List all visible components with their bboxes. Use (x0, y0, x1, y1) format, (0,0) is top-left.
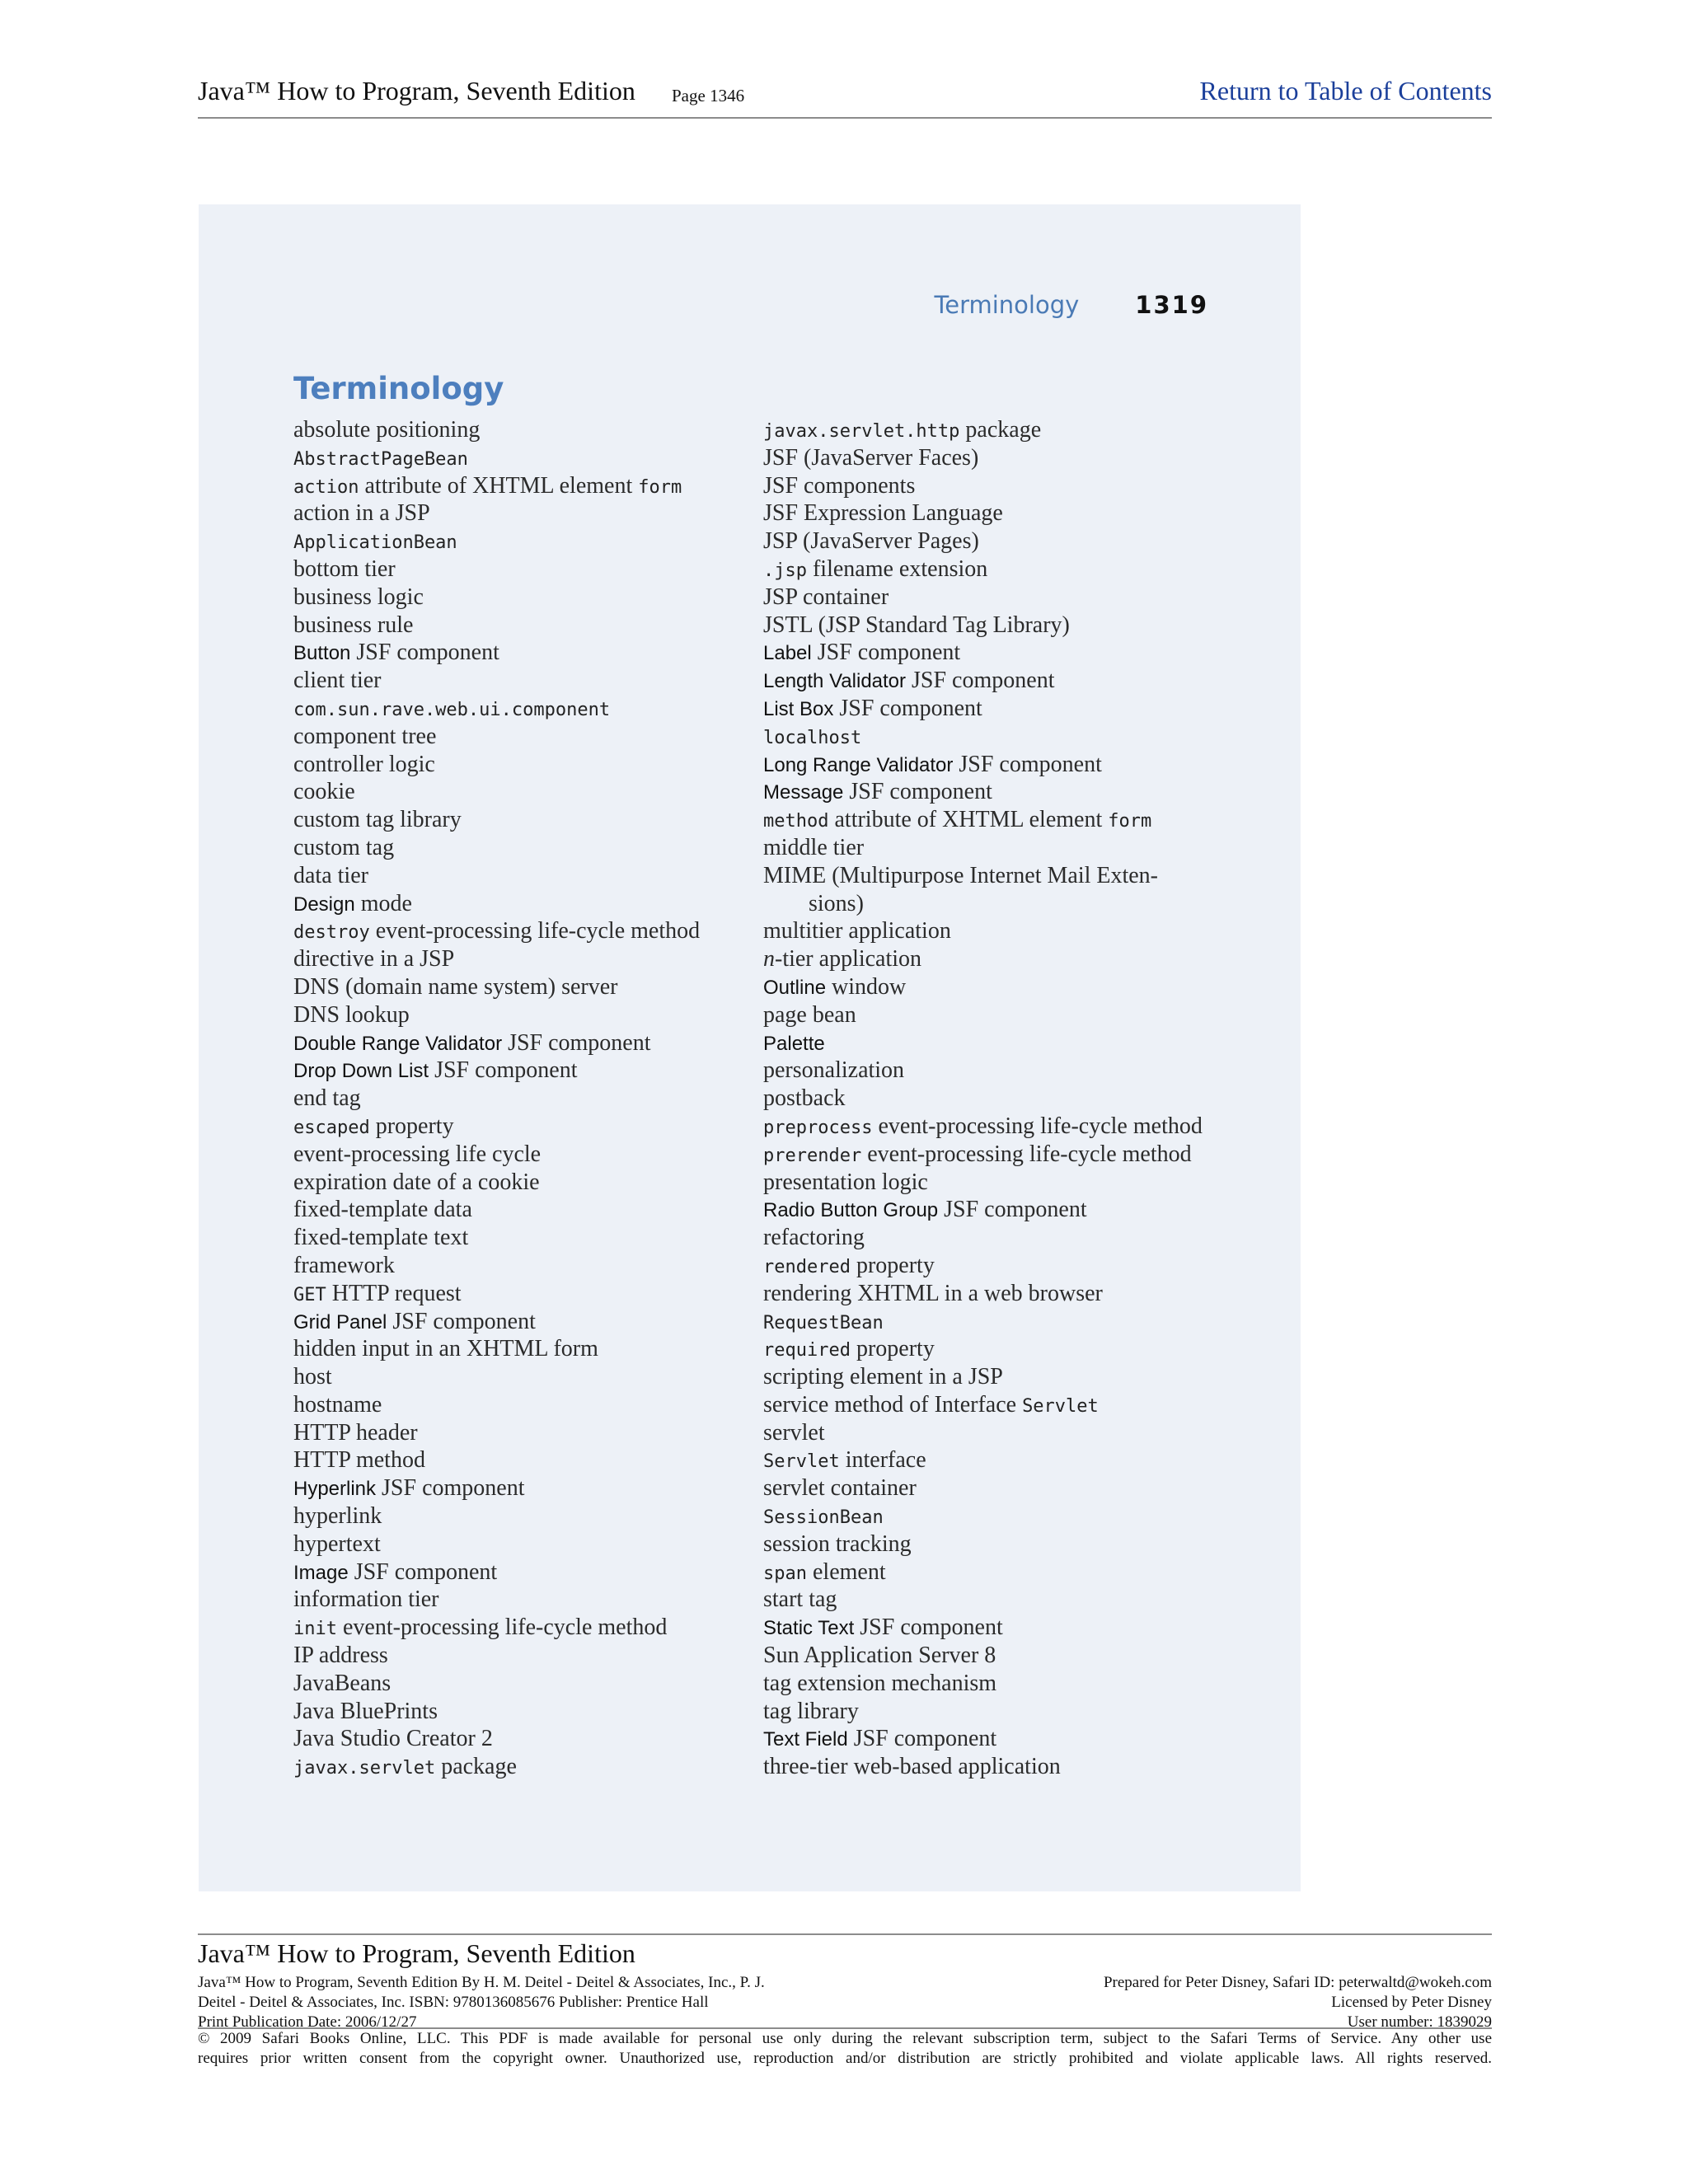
term-text: JSF components (763, 472, 916, 499)
term-item (293, 1670, 755, 1698)
term-item (763, 695, 1225, 723)
term-text: JSF component (938, 1197, 1087, 1223)
term-text: Message (763, 781, 844, 804)
term-item (763, 1670, 1225, 1698)
term-item (293, 1474, 755, 1502)
term-item (763, 1753, 1225, 1781)
term-text: required (763, 1340, 851, 1361)
term-text: host (293, 1364, 332, 1390)
term-text: page bean (763, 1001, 856, 1028)
term-item (763, 612, 1225, 640)
term-item (763, 555, 1225, 583)
term-item (293, 778, 755, 806)
term-item (293, 890, 755, 918)
term-item (763, 416, 1225, 444)
term-text: AbstractPageBean (293, 448, 468, 470)
term-item (293, 1753, 755, 1781)
term-item (293, 1308, 755, 1336)
term-item (763, 1502, 1225, 1530)
term-item (763, 1558, 1225, 1586)
term-item (763, 472, 1225, 500)
copyright-line-2: requires prior written consent from the copyright owner. Unauthorized use, reproduction and/or distribution are strictly prohibited and violate applicable laws. All rights reserved. (198, 2050, 1492, 2067)
term-item (763, 1698, 1225, 1726)
term-item (763, 834, 1225, 862)
page-header (198, 76, 1492, 119)
term-text: business logic (293, 583, 424, 610)
term-item (293, 1196, 755, 1224)
term-text: prerender (763, 1145, 862, 1166)
term-item (763, 1725, 1225, 1753)
term-text: Button (293, 642, 351, 665)
term-text: refactoring (763, 1225, 865, 1251)
term-item (763, 890, 1225, 918)
term-text: scripting element in a JSP (763, 1364, 1003, 1390)
term-text: escaped (293, 1117, 370, 1138)
term-text: Text Field (763, 1728, 848, 1751)
term-text: JavaBeans (293, 1670, 392, 1696)
term-text: Label (763, 642, 812, 665)
term-text: property (850, 1336, 935, 1362)
footer-licensed-by: Licensed by Peter Disney (1331, 1994, 1492, 2011)
term-item (763, 1614, 1225, 1642)
term-text: start tag (763, 1586, 837, 1613)
term-item (763, 1280, 1225, 1308)
term-list-right (763, 416, 1225, 1781)
term-text: hypertext (293, 1530, 381, 1557)
running-head (934, 288, 1208, 321)
term-text: JSF component (348, 1558, 498, 1585)
term-item (293, 1113, 755, 1141)
term-text: JSF component (953, 751, 1102, 777)
term-text: ApplicationBean (293, 532, 457, 554)
term-item (293, 1280, 755, 1308)
term-text: package (959, 417, 1042, 443)
term-item (293, 862, 755, 890)
term-text: filename extension (806, 555, 988, 582)
term-item (763, 973, 1225, 1001)
term-text: form (638, 476, 682, 498)
term-text: event-processing life cycle (293, 1141, 542, 1167)
term-item (763, 1419, 1225, 1447)
term-text: middle tier (763, 834, 865, 860)
term-item (293, 1141, 755, 1169)
term-item (763, 499, 1225, 527)
term-text: JSF component (387, 1308, 536, 1334)
term-text: hidden input in an XHTML form (293, 1336, 598, 1362)
term-item (293, 1614, 755, 1642)
term-text: Long Range Validator (763, 753, 954, 776)
term-text: action (293, 476, 359, 498)
term-text: span (763, 1563, 807, 1584)
term-item (763, 1586, 1225, 1614)
folio-number: 1319 (1135, 291, 1208, 319)
term-text: hostname (293, 1391, 382, 1418)
term-item (763, 1252, 1225, 1280)
term-text: javax.servlet.http (763, 421, 960, 442)
footer-user-number: User number: 1839029 (1347, 2013, 1492, 2031)
term-item (763, 444, 1225, 472)
term-text: SessionBean (763, 1507, 884, 1529)
term-item (763, 1224, 1225, 1252)
term-text: framework (293, 1252, 395, 1278)
term-text: custom tag library (293, 807, 462, 833)
term-item (293, 1725, 755, 1753)
term-text: List Box (763, 697, 834, 720)
term-text: cookie (293, 779, 355, 805)
footer-prepared-for: Prepared for Peter Disney, Safari ID: peterwaltd@wokeh.com (1103, 1974, 1492, 1991)
term-text: JSF component (847, 1726, 997, 1752)
term-text: javax.servlet (293, 1758, 436, 1779)
term-item (763, 862, 1225, 890)
term-item (293, 1169, 755, 1197)
term-text: JSF component (376, 1475, 525, 1502)
term-text: fixed-template text (293, 1225, 469, 1251)
term-text: Outline (763, 976, 827, 999)
term-text: data tier (293, 862, 368, 888)
term-text: GET (293, 1284, 326, 1305)
term-item (293, 499, 755, 527)
term-text: JSP (JavaServer Pages) (763, 528, 979, 555)
term-text: preprocess (763, 1117, 873, 1138)
term-item (293, 834, 755, 862)
term-list-left (293, 416, 755, 1781)
term-text: IP address (293, 1643, 388, 1669)
term-text: Radio Button Group (763, 1199, 939, 1222)
term-item (763, 1001, 1225, 1029)
footer-book-line-1: Java™ How to Program, Seventh Edition By H. M. Deitel - Deitel & Associates, Inc., P. J. (198, 1974, 765, 1991)
term-text: interface (839, 1447, 926, 1474)
term-item (763, 778, 1225, 806)
term-item (293, 973, 755, 1001)
term-text: init (293, 1619, 337, 1640)
term-text: JSF component (843, 779, 992, 805)
term-text: Java Studio Creator 2 (293, 1726, 493, 1752)
term-text: Servlet (763, 1451, 840, 1473)
term-text: tag library (763, 1698, 859, 1724)
term-text: rendering XHTML in a web browser (763, 1280, 1103, 1306)
term-item (293, 1057, 755, 1085)
term-text: Design (293, 893, 355, 916)
term-text: JSF component (350, 640, 499, 666)
term-text: controller logic (293, 751, 435, 777)
term-text: element (806, 1558, 886, 1585)
term-text: multitier application (763, 918, 951, 944)
term-item (763, 1169, 1225, 1197)
term-item (763, 639, 1225, 667)
term-item (293, 917, 755, 945)
term-item (293, 1502, 755, 1530)
term-item (763, 1363, 1225, 1391)
term-item (763, 1141, 1225, 1169)
term-item (293, 1363, 755, 1391)
term-text: property (850, 1252, 935, 1278)
term-text: component tree (293, 723, 437, 749)
term-item (293, 1391, 755, 1419)
term-item (763, 1057, 1225, 1085)
term-text: rendered (763, 1256, 851, 1277)
running-head-section: Terminology (934, 291, 1080, 319)
term-text: service method of Interface (763, 1391, 1023, 1418)
term-item (763, 583, 1225, 612)
term-text: Length Validator (763, 670, 907, 693)
term-text: postback (763, 1085, 846, 1112)
term-text: Drop Down List (293, 1060, 429, 1083)
term-text: client tier (293, 668, 382, 694)
term-text: bottom tier (293, 555, 396, 582)
term-item (293, 1001, 755, 1029)
term-text: event-processing life-cycle method (872, 1113, 1203, 1139)
term-text: hyperlink (293, 1503, 382, 1530)
term-item (293, 695, 755, 723)
term-item (293, 1530, 755, 1558)
term-item (763, 1391, 1225, 1419)
term-text: event-processing life-cycle method (369, 918, 701, 944)
term-item (293, 612, 755, 640)
term-item (293, 751, 755, 779)
term-text: package (435, 1754, 517, 1780)
term-item (293, 1642, 755, 1670)
term-item (763, 1029, 1225, 1057)
term-item (763, 751, 1225, 779)
term-item (763, 917, 1225, 945)
footer-book-line-2: Deitel - Deitel & Associates, Inc. ISBN: 9780136085676 Publisher: Prentice Hall (198, 1994, 709, 2011)
footer-book-line-3: Print Publication Date: 2006/12/27 (198, 2013, 417, 2031)
term-text: property (369, 1113, 454, 1139)
term-text: event-processing life-cycle method (861, 1141, 1192, 1167)
term-item (293, 1558, 755, 1586)
term-text: DNS lookup (293, 1001, 410, 1028)
term-item (293, 444, 755, 472)
term-item (763, 1308, 1225, 1336)
term-text: fixed-template data (293, 1197, 472, 1223)
term-text: JSTL (JSP Standard Tag Library) (763, 612, 1070, 638)
term-item (293, 1085, 755, 1113)
term-text: method (763, 811, 829, 832)
term-item (293, 472, 755, 500)
term-item (293, 527, 755, 555)
term-item (763, 1196, 1225, 1224)
term-item (763, 1642, 1225, 1670)
term-text: event-processing life-cycle method (336, 1615, 668, 1641)
term-text: personalization (763, 1057, 905, 1084)
section-heading: Terminology (293, 371, 504, 406)
footer-title: Java™ How to Program, Seventh Edition (198, 1938, 635, 1968)
term-item (293, 945, 755, 973)
term-item (763, 1085, 1225, 1113)
term-text: JSF component (906, 668, 1055, 694)
term-text: window (826, 973, 907, 1000)
term-item (763, 1530, 1225, 1558)
term-item (293, 1586, 755, 1614)
document-title: Java™ How to Program, Seventh Edition (198, 76, 635, 105)
term-text: presentation logic (763, 1169, 928, 1195)
term-text: action in a JSP (293, 500, 430, 527)
term-item (763, 723, 1225, 751)
term-text: end tag (293, 1085, 361, 1112)
term-item (293, 1446, 755, 1474)
term-item (293, 583, 755, 612)
term-item (293, 1419, 755, 1447)
term-text: Java BluePrints (293, 1698, 438, 1724)
term-text: Image (293, 1561, 349, 1584)
term-item (293, 555, 755, 583)
term-item (293, 416, 755, 444)
term-text: attribute of XHTML element (828, 807, 1109, 833)
term-text: n (763, 946, 775, 972)
term-text: information tier (293, 1586, 439, 1613)
term-text: Grid Panel (293, 1310, 387, 1333)
term-item (293, 1029, 755, 1057)
term-item (293, 1335, 755, 1363)
term-text: tag extension mechanism (763, 1670, 997, 1696)
term-text: servlet container (763, 1475, 917, 1502)
term-text: directive in a JSP (293, 946, 455, 972)
term-item (293, 1252, 755, 1280)
term-item (763, 1474, 1225, 1502)
term-text: servlet (763, 1419, 825, 1446)
term-text: .jsp (763, 560, 807, 581)
term-text: Palette (763, 1032, 825, 1055)
term-item (763, 667, 1225, 695)
term-item (763, 1335, 1225, 1363)
term-text: localhost (763, 727, 862, 748)
term-text: Static Text (763, 1617, 855, 1640)
term-text: -tier application (775, 946, 922, 972)
term-text: HTTP header (293, 1419, 418, 1446)
term-text: JSF component (833, 695, 982, 721)
term-text: Servlet (1022, 1395, 1099, 1417)
term-text: JSF Expression Language (763, 500, 1003, 527)
term-text: JSP container (763, 583, 889, 610)
term-text: RequestBean (763, 1312, 884, 1333)
term-text: expiration date of a cookie (293, 1169, 540, 1195)
term-text: business rule (293, 612, 414, 638)
term-item (293, 1224, 755, 1252)
term-item (293, 639, 755, 667)
term-item (763, 1446, 1225, 1474)
term-item (293, 806, 755, 834)
term-text: sions) (809, 890, 864, 916)
return-to-toc-link[interactable]: Return to Table of Contents (1199, 76, 1492, 105)
term-item (293, 723, 755, 751)
term-text: destroy (293, 922, 370, 944)
term-text: Hyperlink (293, 1478, 377, 1501)
page-footer (198, 1933, 1492, 2067)
term-text: JSF component (811, 640, 961, 666)
term-text: absolute positioning (293, 417, 481, 443)
term-text: mode (354, 890, 412, 916)
term-text: JSF component (429, 1057, 578, 1084)
term-item (763, 527, 1225, 555)
term-text: form (1108, 811, 1152, 832)
term-text: three-tier web-based application (763, 1754, 1061, 1780)
term-text: custom tag (293, 834, 395, 860)
term-text: HTTP method (293, 1447, 425, 1474)
term-text: DNS (domain name system) server (293, 973, 618, 1000)
term-item (763, 806, 1225, 834)
term-text: HTTP request (326, 1280, 462, 1306)
book-page (199, 204, 1301, 1891)
term-text: attribute of XHTML element (359, 472, 639, 499)
term-text: JSF component (854, 1615, 1003, 1641)
term-text: Double Range Validator (293, 1032, 503, 1055)
page-number: Page 1346 (672, 86, 745, 105)
term-text: MIME (Multipurpose Internet Mail Exten- (763, 862, 1159, 888)
term-text: JSF component (502, 1029, 651, 1056)
copyright-line-1: © 2009 Safari Books Online, LLC. This PDF is made available for personal use only during the relevant subscription term, subject to the Safari Terms of Service. Any other use (198, 2030, 1492, 2047)
term-text: com.sun.rave.web.ui.component (293, 699, 611, 720)
term-item (763, 1113, 1225, 1141)
term-text: session tracking (763, 1530, 912, 1557)
term-item (293, 667, 755, 695)
term-item (763, 945, 1225, 973)
term-text: JSF (JavaServer Faces) (763, 444, 979, 471)
term-text: Sun Application Server 8 (763, 1643, 996, 1669)
term-item (293, 1698, 755, 1726)
